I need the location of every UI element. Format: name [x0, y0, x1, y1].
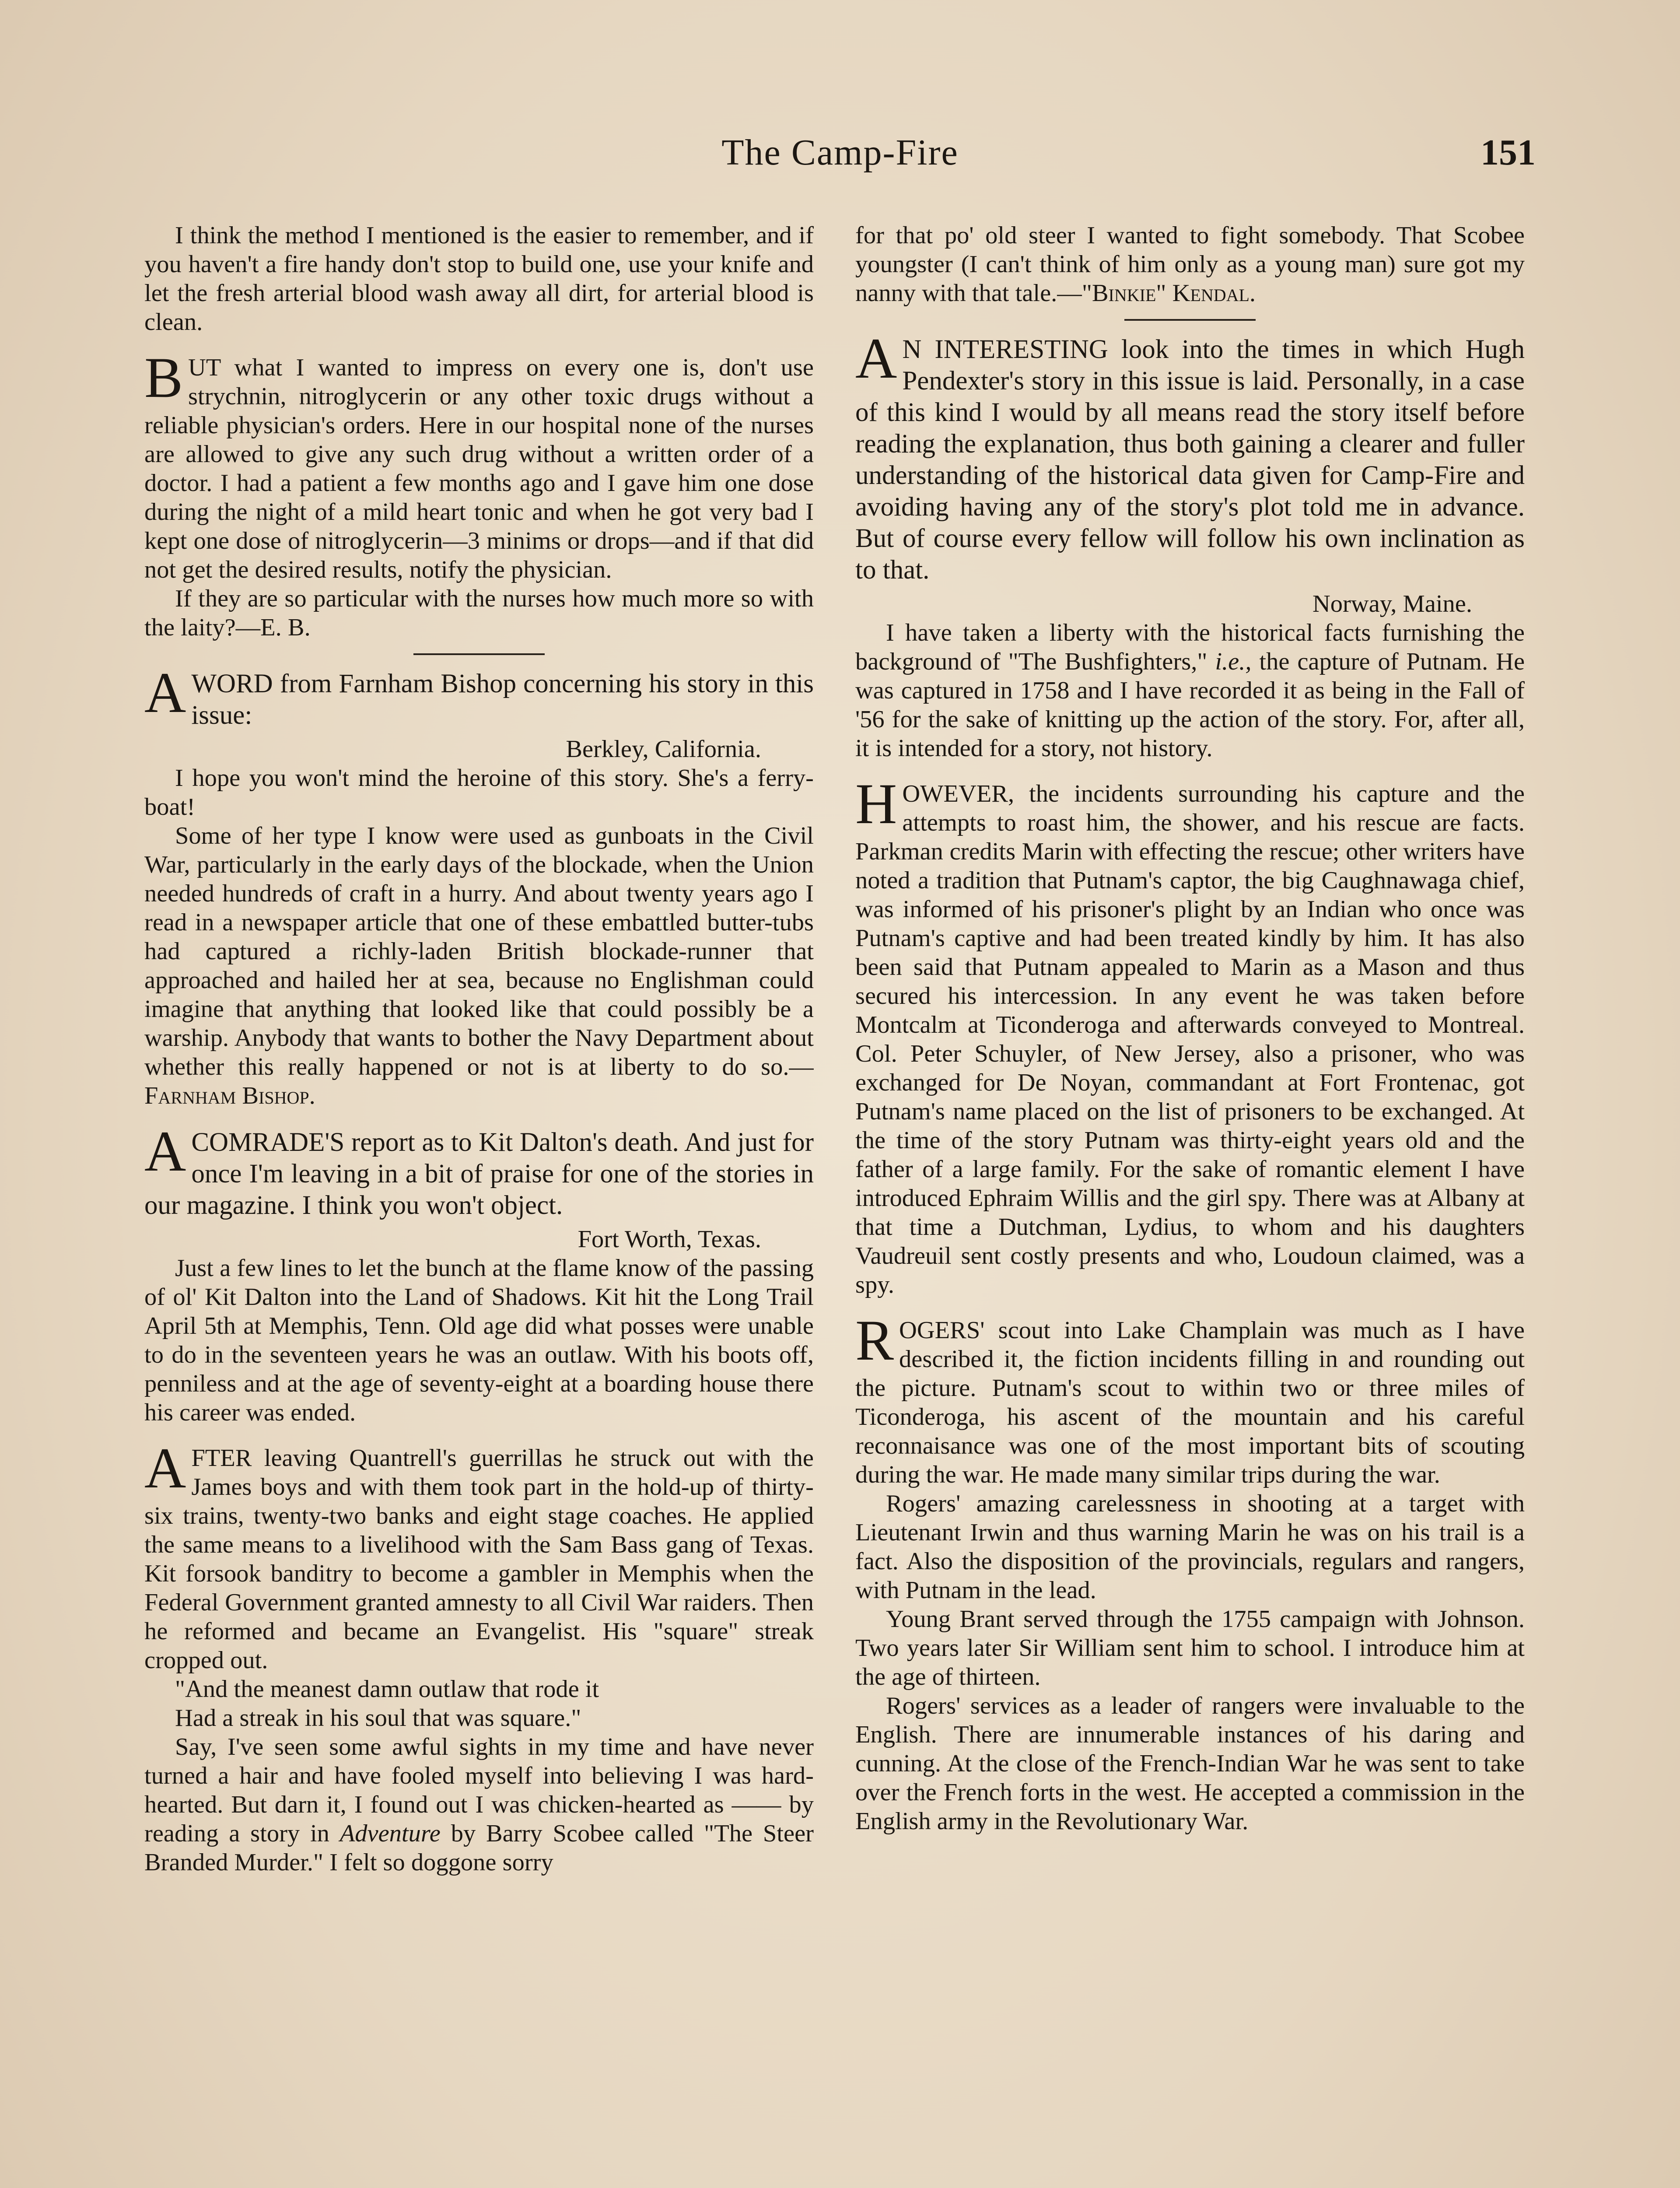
running-head	[144, 131, 1536, 184]
paragraph	[144, 821, 814, 1110]
paragraph: Just a few lines to let the bunch at the flame know of the passing of ol' Kit Dalton into the Land of Shadows. Kit hit the Long Trail April 5th at Memphis, Tenn. Old age did what posses were unable to do in the seventeen years he was an outlaw. With his boots off, penniless and at the age of seventy-eight at a boarding house there his career was ended.	[144, 1255, 814, 1426]
section-however	[855, 771, 1525, 1299]
section-bishop-letter	[144, 345, 814, 584]
paragraph-text: FTER leaving Quantrell's guerrillas he struck out with the James boys and with them took part in the hold-up of thirty-six trains, twenty-two banks and eight stage coaches. He applied the same means to a livelihood with the Sam Bass gang of Texas. Kit forsook banditry to become a gambler in Memphis when the Federal Government granted amnesty to all Civil War raiders. Then he reformed and became an Evangelist. His "square" streak cropped out.	[144, 1445, 814, 1674]
drop-cap: A	[144, 1436, 186, 1500]
signature: Farnham Bishop.	[144, 1082, 315, 1109]
signature: "Binkie" Kendal.	[1082, 280, 1256, 307]
paragraph-text: by Barry Scobee called "The Steer Branded Murder." I felt so doggone sorry	[144, 1820, 814, 1876]
paragraph	[855, 618, 1525, 763]
drop-cap: B	[144, 345, 183, 410]
paragraph: If they are so particular with the nurses how much more so with the laity?—E. B.	[144, 585, 814, 641]
paragraph: Young Brant served through the 1755 campaign with Johnson. Two years later Sir William sent him to school. I introduce him at the age of thirteen.	[855, 1606, 1525, 1690]
paragraph-text: for that po' old steer I wanted to fight somebody. That Scobee youngster (I can't think of him only as a young man) sure got my nanny with that tale.—	[855, 222, 1525, 307]
paragraph-text: I have taken a liberty with the historical facts furnishing the background of "The Bushfighters,"	[855, 619, 1525, 675]
left-column	[144, 221, 814, 2188]
section-rogers	[855, 1308, 1525, 1489]
drop-cap: A	[144, 1119, 186, 1183]
drop-cap: H	[855, 771, 897, 836]
section-quantrell	[144, 1436, 814, 1675]
section-kit-dalton-intro	[144, 1119, 814, 1221]
paragraph-text: Some of her type I know were used as gunboats in the Civil War, particularly in the early days of the blockade, when the Union needed hundreds of craft in a hurry. And about twenty years ago I read in a newspaper article that one of these embattled butter-tubs had captured a richly-laden British blockade-runner that approached and hailed her at sea, because no Englishman could imagine that anything that looked like that could possibly be a warship. Anybody that wants to bother the Navy Department about whether this really happened or not is at liberty to do so.—	[144, 822, 814, 1080]
paragraph	[144, 1732, 814, 1877]
intro-text: N INTERESTING look into the times in which Hugh Pendexter's story in this issue is laid. Personally, in a case of this kind I would by all means read the story itself before reading the explanation, thus both gaining a clearer and fuller understanding of the historical data given for Camp-Fire and avoiding having any of the story's plot told me in advance. But of course every fellow will follow his own inclination as to that.	[855, 335, 1525, 585]
page-number: 151	[1480, 132, 1536, 173]
section-farnham-intro	[144, 660, 814, 731]
intro-text: COMRADE'S report as to Kit Dalton's death. And just for once I'm leaving in a bit of praise for one of the stories in our magazine. I think you won't object.	[144, 1128, 814, 1220]
page-title: The Camp-Fire	[721, 132, 959, 173]
section-pendexter-intro	[855, 326, 1525, 586]
magazine-title: Adventure	[340, 1820, 441, 1847]
section-divider	[413, 653, 545, 655]
paragraph	[855, 221, 1525, 308]
dateline: Norway, Maine.	[1312, 590, 1472, 617]
intro-text: WORD from Farnham Bishop concerning his story in this issue:	[191, 669, 814, 730]
paragraph-text: OGERS' scout into Lake Champlain was much as I have described it, the fiction incidents filling in and rounding out the picture. Putnam's scout to within two or three miles of Ticonderoga, his ascent of the mountain and his careful reconnaisance was one of the most important bits of scouting during the war. He made many similar trips during the war.	[855, 1317, 1525, 1488]
verse-line: "And the meanest damn outlaw that rode it	[175, 1676, 599, 1703]
paragraph: Rogers' amazing carelessness in shooting at a target with Lieutenant Irwin and thus warning Marin he was on his trail is a fact. Also the disposition of the provincials, regulars and rangers, with Putnam in the lead.	[855, 1490, 1525, 1604]
drop-cap: R	[855, 1308, 894, 1372]
italic-abbrev: i.e.,	[1215, 648, 1252, 675]
dateline: Berkley, California.	[566, 736, 761, 763]
paragraph-text: the capture of Putnam. He was captured in 1758 and I have recorded it as being in the Fall of '56 for the sake of knitting up the action of the story. For, after all, it is intended for a story, not history.	[855, 648, 1525, 762]
paragraph-text: Say, I've seen some awful sights in my time and have never turned a hair and have fooled myself into believing I was hard-hearted. But darn it, I found out I was chicken-hearted as —— by reading a story in	[144, 1733, 814, 1847]
paragraph: I hope you won't mind the heroine of this story. She's a ferry-boat!	[144, 764, 814, 820]
verse-line: Had a streak in his soul that was square."	[175, 1704, 581, 1732]
drop-cap: A	[144, 660, 186, 725]
paragraph: I think the method I mentioned is the easier to remember, and if you haven't a fire handy don't stop to build one, use your knife and let the fresh arterial blood wash away all dirt, for arterial blood is clean.	[144, 222, 814, 336]
paragraph-text: OWEVER, the incidents surrounding his capture and the attempts to roast him, the shower, and his rescue are facts. Parkman credits Marin with effecting the rescue; other writers have noted a tradition that Putnam's captor, the big Caughnawaga chief, was informed of his prisoner's plight by an Indian who once was Putnam's captive and had been treated kindly by him. It has also been said that Putnam appealed to Marin as a Mason and thus secured his intercession. In any event he was taken before Montcalm at Ticonderoga and afterwards conveyed to Montreal. Col. Peter Schuyler, of New Jersey, also a prisoner, who was exchanged for De Noyan, commandant at Fort Frontenac, got Putnam's name placed on the list of prisoners to be exchanged. At the time of the story Putnam was thirty-eight years old and the father of a large family. For the sake of romantic element I have introduced Ephraim Willis and the girl spy. There was at Albany at that time a Dutchman, Lydius, to whom and his daughters Vaudreuil sent costly presents and who, Loudoun claimed, was a spy.	[855, 780, 1525, 1298]
dateline: Fort Worth, Texas.	[578, 1226, 761, 1253]
right-column	[855, 221, 1525, 2188]
paragraph-text: UT what I wanted to impress on every one is, don't use strychnin, nitroglycerin or any other toxic drugs without a reliable physician's orders. Here in our hospital none of the nurses are allowed to give any such drug without a written order of a doctor. I had a patient a few months ago and I gave him one dose during the night of a mild heart tonic and when he got very bad I kept one dose of nitroglycerin—3 minims or drops—and if that did not get the desired results, notify the physician.	[144, 354, 814, 583]
drop-cap: A	[855, 326, 897, 390]
section-divider	[1124, 319, 1256, 321]
paragraph: Rogers' services as a leader of rangers were invaluable to the English. There are innumerable instances of his daring and cunning. At the close of the French-Indian War he was sent to take over the French forts in the west. He accepted a commission in the English army in the Revolutionary War.	[855, 1692, 1525, 1835]
